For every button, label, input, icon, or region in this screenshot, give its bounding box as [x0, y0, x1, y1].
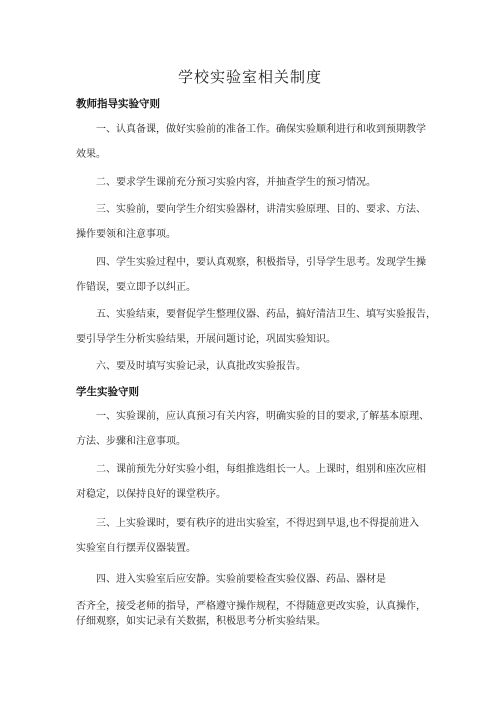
paragraph — [76, 117, 436, 167]
section-heading: 教师指导实验守则 — [76, 98, 160, 110]
paragraph-line: 要引导学生分析实验结果，开展问题讨论，巩固实验知识。 — [76, 334, 336, 345]
paragraph — [76, 170, 436, 195]
paragraph-line: 仔细观察，如实记录有关数据，积极思考分析实验结果。 — [76, 616, 326, 627]
paragraph-line: 四、进入实验室后应安静。实验前要检查实验仪器、药品、器材是 — [96, 574, 386, 585]
paragraph — [76, 457, 436, 507]
paragraph-line: 三、实验前，要向学生介绍实验器材，讲清实验原理、目的、要求、方法、 — [96, 204, 426, 215]
paragraph — [76, 250, 436, 300]
paragraph-line: 一、实验课前，应认真预习有关内容，明确实验的目的要求,了解基本原理、 — [96, 411, 430, 422]
section-heading: 学生实验守则 — [76, 386, 139, 398]
page-title: 学校实验室相关制度 — [177, 68, 322, 86]
paragraph-line: 四、学生实验过程中，要认真观察，积极指导，引导学生思考。发现学生操 — [96, 257, 426, 268]
paragraph — [76, 599, 436, 629]
paragraph-line: 操作要领和注意事项。 — [76, 229, 176, 240]
paragraph-line: 实验室自行摆弄仪器装置。 — [76, 543, 196, 554]
paragraph-line: 五、实验结束，要督促学生整理仪器、药品，搞好清洁卫生、填写实验报告， — [96, 309, 436, 320]
paragraph-line: 二、要求学生课前充分预习实验内容，并抽查学生的预习情况。 — [96, 177, 376, 188]
paragraph-line: 效果。 — [76, 149, 106, 160]
paragraph-line: 三、上实验课时，要有秩序的进出实验室，不得迟到早退,也不得提前进入 — [96, 518, 420, 529]
paragraph-line: 否齐全，接受老师的指导，严格遵守操作规程，不得随意更改实验，认真操作， — [76, 601, 426, 612]
paragraph — [76, 404, 436, 454]
paragraph — [76, 302, 436, 352]
paragraph — [76, 354, 436, 379]
paragraph-line: 方法、步骤和注意事项。 — [76, 436, 186, 447]
paragraph-line: 六、要及时填写实验记录，认真批改实验报告。 — [96, 361, 306, 372]
paragraph — [76, 511, 436, 561]
paragraph — [76, 197, 436, 247]
paragraph — [76, 567, 436, 592]
paragraph-line: 作错误，要立即予以纠正。 — [76, 282, 196, 293]
paragraph-line: 一、认真备课，做好实验前的准备工作。确保实验顺利进行和收到预期教学 — [96, 124, 426, 135]
paragraph-line: 对稳定，以保持良好的课堂秩序。 — [76, 489, 226, 500]
paragraph-line: 二、课前预先分好实验小组，每组推选组长一人。上课时，组别和座次应相 — [96, 464, 426, 475]
